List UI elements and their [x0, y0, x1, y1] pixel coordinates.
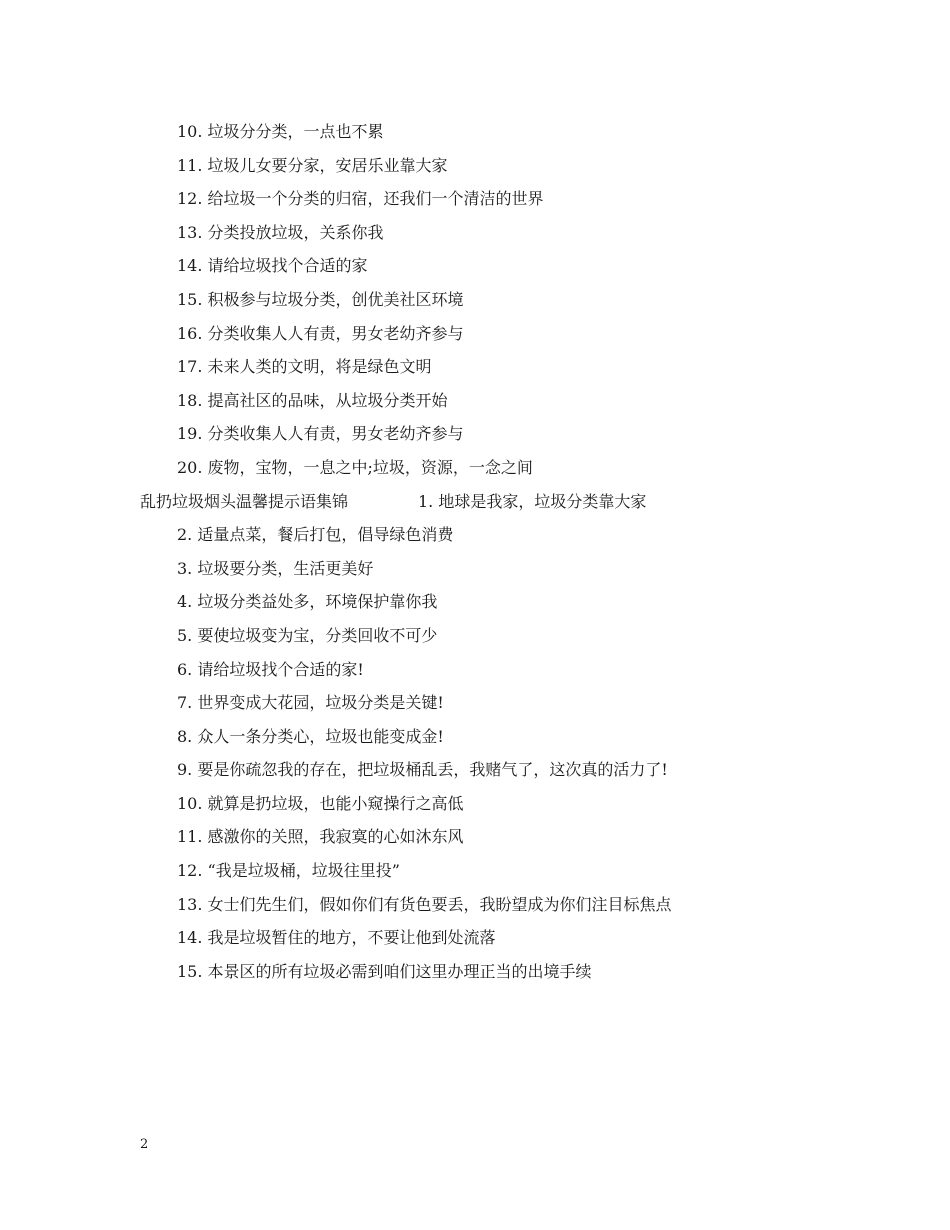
- list-item: 13. 女士们先生们，假如你们有货色要丢，我盼望成为你们注目标焦点: [177, 894, 672, 914]
- page-number: 2: [140, 1137, 149, 1152]
- list-item: 20. 废物，宝物，一息之中;垃圾，资源，一念之间: [177, 457, 533, 477]
- list-item: 4. 垃圾分类益处多，环境保护靠你我: [177, 592, 438, 612]
- list-item: 12. “我是垃圾桶，垃圾往里投”: [177, 861, 400, 881]
- list-item: 19. 分类收集人人有责，男女老幼齐参与: [177, 424, 464, 444]
- list-item: 11. 垃圾儿女要分家，安居乐业靠大家: [177, 155, 448, 175]
- section-title: 乱扔垃圾烟头温馨提示语集锦: [140, 491, 349, 511]
- list-item: 12. 给垃圾一个分类的归宿，还我们一个清洁的世界: [177, 189, 544, 209]
- list-item: 17. 未来人类的文明，将是绿色文明: [177, 357, 432, 377]
- list-item: 1. 地球是我家，垃圾分类靠大家: [418, 491, 647, 511]
- list-item: 15. 本景区的所有垃圾必需到咱们这里办理正当的出境手续: [177, 961, 592, 981]
- list-item: 14. 我是垃圾暂住的地方，不要让他到处流落: [177, 928, 496, 948]
- list-item: 9. 要是你疏忽我的存在，把垃圾桶乱丢，我赌气了，这次真的活力了!: [177, 760, 668, 780]
- list-item: 6. 请给垃圾找个合适的家!: [177, 659, 364, 679]
- list-item: 18. 提高社区的品味，从垃圾分类开始: [177, 390, 448, 410]
- list-item: 2. 适量点菜，餐后打包，倡导绿色消费: [177, 525, 454, 545]
- document-body: [140, 115, 840, 988]
- section-heading-line: [140, 485, 840, 519]
- list-item: 11. 感激你的关照，我寂寞的心如沐东风: [177, 827, 464, 847]
- list-item: 10. 垃圾分分类，一点也不累: [177, 122, 384, 141]
- list-item: 7. 世界变成大花园，垃圾分类是关键!: [177, 693, 444, 713]
- list-item: 15. 积极参与垃圾分类，创优美社区环境: [177, 289, 464, 309]
- list-item: 16. 分类收集人人有责，男女老幼齐参与: [177, 323, 464, 343]
- list-item: 14. 请给垃圾找个合适的家: [177, 256, 368, 276]
- list-item: 5. 要使垃圾变为宝，分类回收不可少: [177, 625, 438, 645]
- list-item: 13. 分类投放垃圾，关系你我: [177, 222, 384, 242]
- list-item: 3. 垃圾要分类，生活更美好: [177, 558, 374, 578]
- list-item: 8. 众人一条分类心，垃圾也能变成金!: [177, 726, 444, 746]
- list-item: 10. 就算是扔垃圾，也能小窥操行之高低: [177, 793, 464, 813]
